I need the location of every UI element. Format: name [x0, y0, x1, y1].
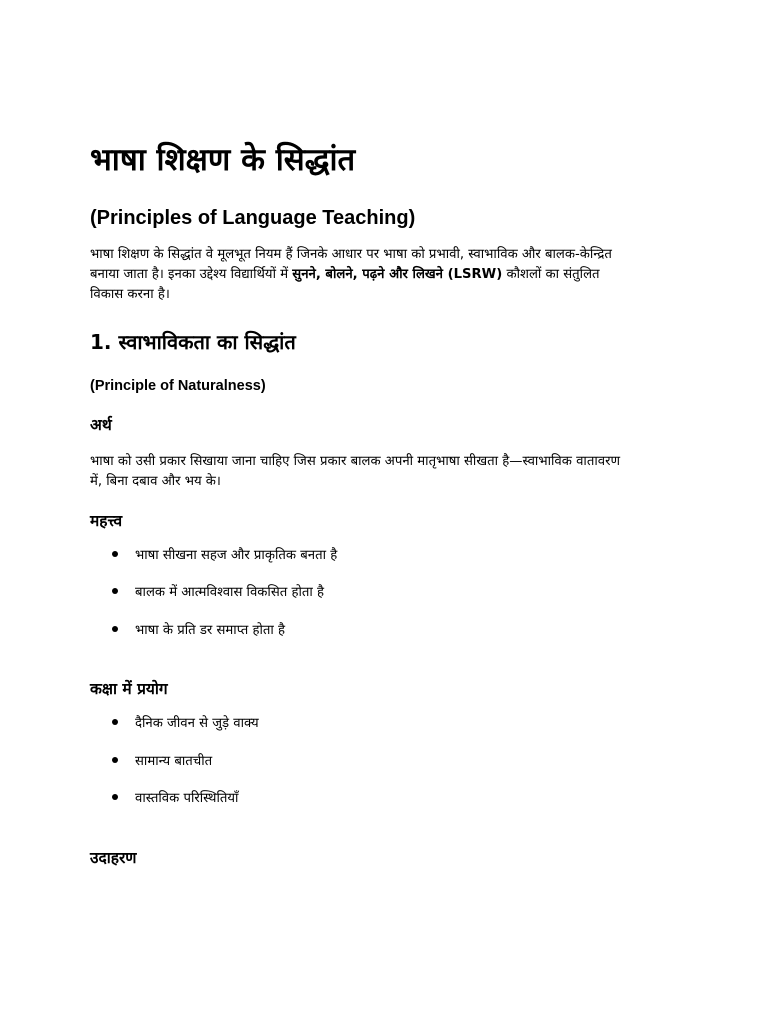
list-item [112, 621, 285, 641]
intro-line-2-start: बनाया जाता है। इनका उद्देश्य विद्यार्थियों में [90, 267, 293, 282]
list-item [112, 789, 238, 809]
list-item-text: सामान्य बातचीत [135, 754, 213, 769]
list-item-text: भाषा सीखना सहज और प्राकृतिक बनता है [135, 548, 338, 563]
bullet-icon [112, 757, 118, 763]
intro-line-3: विकास करना है। [90, 287, 170, 302]
list-item [112, 752, 212, 772]
list-item [112, 714, 259, 734]
intro-paragraph [90, 245, 690, 305]
section-1-subheading: (Principle of Naturalness) [90, 378, 266, 394]
list-item-text: बालक में आत्मविश्वास विकसित होता है [135, 585, 325, 600]
bullet-icon [112, 551, 118, 557]
page-subtitle: (Principles of Language Teaching) [90, 207, 416, 229]
bullet-icon [112, 588, 118, 594]
example-heading: उदाहरण [90, 849, 137, 867]
meaning-heading: अर्थ [90, 416, 112, 434]
page-title: भाषा शिक्षण के सिद्धांत [90, 142, 356, 178]
meaning-paragraph [90, 452, 620, 492]
intro-line-2 [90, 265, 690, 285]
list-item-text: वास्तविक परिस्थितियाँ [135, 791, 239, 806]
list-item-text: दैनिक जीवन से जुड़े वाक्य [135, 716, 259, 731]
list-item [112, 546, 337, 566]
classroom-use-heading: कक्षा में प्रयोग [90, 680, 168, 698]
bullet-icon [112, 719, 118, 725]
bullet-icon [112, 626, 118, 632]
intro-line-2-end: कौशलों का संतुलित [502, 267, 600, 282]
intro-skills-bold: सुनने, बोलने, पढ़ने और लिखने (LSRW) [292, 267, 503, 282]
list-item-text: भाषा के प्रति डर समाप्त होता है [135, 623, 286, 638]
list-item [112, 583, 324, 603]
intro-line-1: भाषा शिक्षण के सिद्धांत वे मूलभूत नियम हैं जिनके आधार पर भाषा को प्रभावी, स्वाभाविक और बालक-केन्द्रित [90, 247, 612, 262]
section-1-heading: 1. स्वाभाविकता का सिद्धांत [90, 330, 296, 354]
importance-heading: महत्त्व [90, 512, 123, 530]
bullet-icon [112, 794, 118, 800]
meaning-line-1: भाषा को उसी प्रकार सिखाया जाना चाहिए जिस प्रकार बालक अपनी मातृभाषा सीखता है—स्वाभाविक वातावरण [90, 454, 621, 469]
meaning-line-2: में, बिना दबाव और भय के। [90, 474, 221, 489]
